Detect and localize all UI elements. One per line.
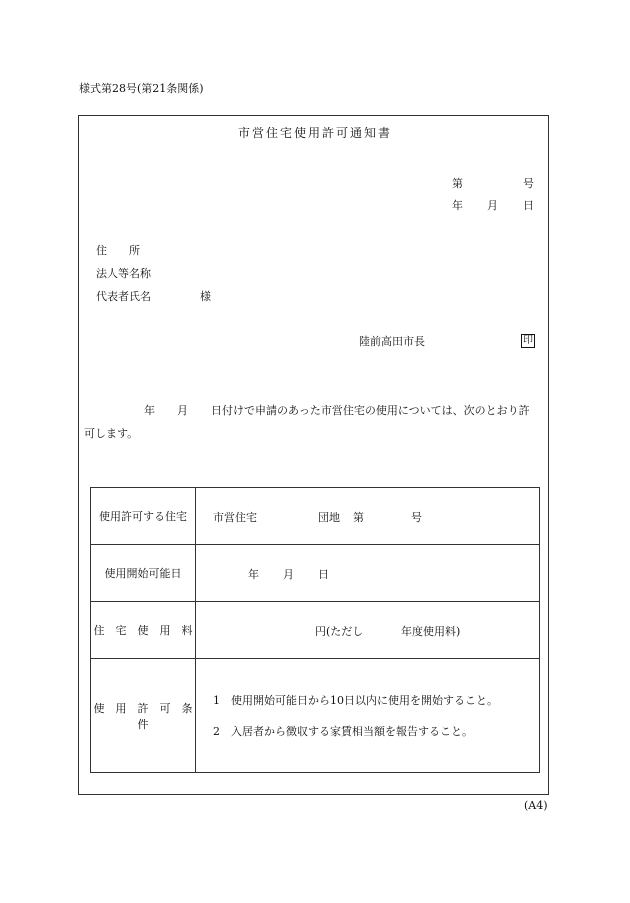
table-row: [91, 602, 540, 659]
start-date-month: 月: [283, 568, 294, 581]
recipient-corp-label: 法人等名称: [96, 267, 151, 280]
permit-conditions-value: [196, 659, 540, 773]
issue-date-year: 年: [452, 199, 463, 212]
form-number-label: 様式第28号(第21条関係): [79, 82, 204, 95]
document-number-prefix: 第: [452, 177, 463, 190]
housing-number-prefix: 第: [353, 511, 364, 524]
housing-estate: 団地: [318, 511, 340, 524]
start-date-label: 使用開始可能日: [91, 545, 196, 602]
issuer-name: 陸前高田市長: [359, 335, 425, 348]
body-month: 月: [177, 404, 188, 417]
start-date-year: 年: [248, 568, 259, 581]
seal-mark: 印: [523, 335, 533, 346]
recipient-honorific: 様: [200, 290, 211, 303]
paper-size-note: (A4): [524, 799, 548, 812]
body-text-line2: 可します。: [84, 427, 139, 440]
document-title: 市営住宅使用許可通知書: [237, 126, 392, 140]
issue-date-day: 日: [523, 199, 534, 212]
permit-housing-value: [196, 488, 540, 545]
housing-type: 市営住宅: [213, 511, 257, 524]
issue-date-month: 月: [487, 199, 498, 212]
rent-value: [196, 602, 540, 659]
rent-fiscal-year: 年度使用料): [401, 625, 461, 638]
body-text-line1: 日付けで申請のあった市営住宅の使用については、次のとおり許: [211, 404, 530, 417]
body-year: 年: [144, 404, 155, 417]
table-row: [91, 545, 540, 602]
table-row: [91, 659, 540, 773]
housing-number-suffix: 号: [411, 511, 422, 524]
permit-conditions-label: 使 用 許 可 条 件: [91, 659, 196, 773]
document-number-suffix: 号: [523, 177, 534, 190]
recipient-rep-label: 代表者氏名: [96, 290, 151, 303]
recipient-address-label: 住 所: [96, 244, 140, 257]
rent-label: 住 宅 使 用 料: [91, 602, 196, 659]
permit-details-table: [90, 487, 540, 773]
start-date-day: 日: [318, 568, 329, 581]
start-date-value: [196, 545, 540, 602]
table-row: [91, 488, 540, 545]
rent-yen: 円(ただし: [315, 625, 364, 638]
condition-2: 2 入居者から徴収する家賃相当額を報告すること。: [213, 725, 473, 738]
permit-housing-label: 使用許可する住宅: [91, 488, 196, 545]
condition-1: 1 使用開始可能日から10日以内に使用を開始すること。: [213, 694, 498, 707]
